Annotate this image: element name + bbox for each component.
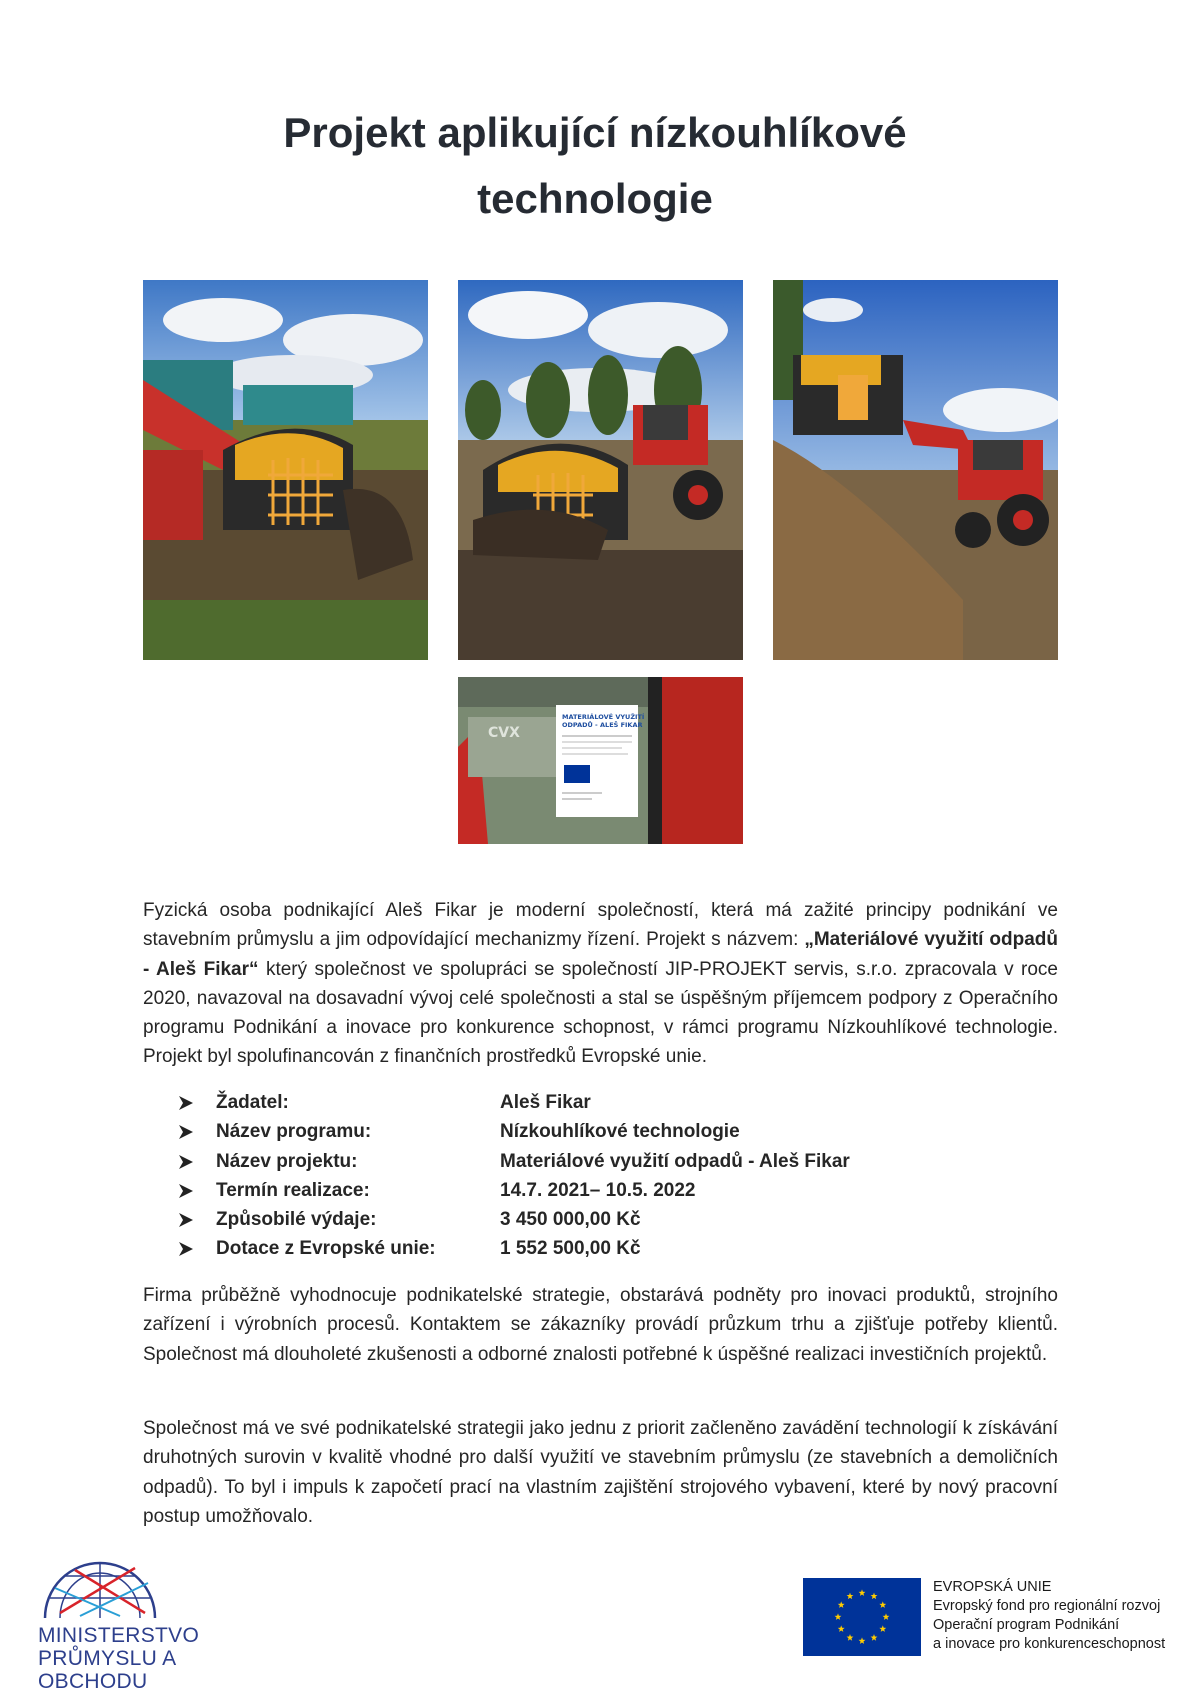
info-row <box>178 1176 1038 1205</box>
arrow-bullet-icon <box>178 1241 194 1257</box>
mpo-line-1: MINISTERSTVO <box>38 1624 200 1647</box>
arrow-bullet-icon <box>178 1095 194 1111</box>
title-line-2: technologie <box>477 175 713 222</box>
intro-paragraph <box>143 896 1058 1072</box>
eu-flag-icon <box>803 1578 921 1656</box>
eu-line-2: Evropský fond pro regionální rozvoj <box>933 1598 1161 1614</box>
tractor-photo-1 <box>143 280 428 660</box>
poster-line-2: ODPADŮ - ALEŠ FIKAR <box>562 721 643 729</box>
info-value: Materiálové využití odpadů - Aleš Fikar <box>500 1150 850 1172</box>
eu-logo <box>803 1578 1166 1658</box>
info-value: Aleš Fikar <box>500 1092 591 1113</box>
svg-text:CVX: CVX <box>488 725 520 741</box>
info-row <box>178 1147 1038 1176</box>
info-row <box>178 1088 1038 1117</box>
tractor-photo-2 <box>458 280 743 660</box>
eu-line-4: a inovace pro konkurenceschopnost <box>933 1636 1166 1652</box>
arrow-bullet-icon <box>178 1183 194 1199</box>
page-title <box>143 100 1047 232</box>
arrow-bullet-icon <box>178 1154 194 1170</box>
mpo-line-2: PRŮMYSLU A OBCHODU <box>38 1647 176 1693</box>
title-line-1: Projekt aplikující nízkouhlíkové <box>283 109 907 156</box>
info-label: Termín realizace: <box>216 1179 370 1201</box>
info-value: 1 552 500,00 Kč <box>500 1238 641 1260</box>
poster-photo <box>458 677 743 844</box>
poster-line-1: MATERIÁLOVÉ VYUŽITÍ <box>562 713 645 721</box>
info-value: 14.7. 2021– 10.5. 2022 <box>500 1179 696 1201</box>
info-label: Název programu: <box>216 1121 372 1143</box>
info-value: 3 450 000,00 Kč <box>500 1209 641 1231</box>
tractor-photo-3 <box>773 280 1058 660</box>
info-row <box>178 1117 1038 1146</box>
intro-text-start: Fyzická osoba podnikající Aleš Fikar je moderní společností, která má zažité principy podnikání ve stavebním průmyslu a jim odpovídající mechanizmy řízení. Projekt s názvem: <box>143 900 1058 951</box>
mpo-logo <box>38 1558 288 1693</box>
info-label: Způsobilé výdaje: <box>216 1209 377 1231</box>
eu-line-3: Operační program Podnikání <box>933 1617 1120 1633</box>
globe-icon <box>40 1558 160 1620</box>
info-row <box>178 1205 1038 1234</box>
info-value: Nízkouhlíkové technologie <box>500 1121 740 1143</box>
project-name-bold: „Materiálové využití odpadů - Aleš Fikar“ <box>143 929 1058 980</box>
strategy-paragraph: Společnost má ve své podnikatelské strategii jako jednu z priorit začleněno zavádění technologií k získávání druhotných surovin v kvalitě vhodné pro další využití ve stavebním průmyslu (ze stavebních a demoličních odpadů). To byl i impuls k započetí prací na vlastním zajištění strojového vybavení, které by nový pracovní postup umožňovalo. <box>143 1418 1058 1527</box>
arrow-bullet-icon <box>178 1124 194 1140</box>
eu-line-1: EVROPSKÁ UNIE <box>933 1579 1052 1595</box>
info-label: Název projektu: <box>216 1150 358 1172</box>
info-label: Žadatel: <box>216 1092 289 1113</box>
info-label: Dotace z Evropské unie: <box>216 1238 436 1260</box>
arrow-bullet-icon <box>178 1212 194 1228</box>
project-info-list <box>178 1088 1038 1264</box>
company-paragraph: Firma průběžně vyhodnocuje podnikatelské strategie, obstarává podněty pro inovaci produktů, strojního zařízení i výrobních procesů. Kontaktem se zákazníky provádí průzkum trhu a zjišťuje potřeby klientů. Společnost má dlouholeté zkušenosti a odborné znalosti potřebné k úspěšné realizaci investičních projektů. <box>143 1285 1058 1365</box>
info-row <box>178 1234 1038 1263</box>
intro-text-end: který společnost ve spolupráci se společností JIP-PROJEKT servis, s.r.o. zpracovala v roce 2020, navazoval na dosavadní vývoj celé společnosti a stal se úspěšným příjemcem podpory z Operačního programu Podnikání a inovace pro konkurence schopnost, v rámci programu Nízkouhlíkové technologie. Projekt byl spolufinancován z finančních prostředků Evropské unie. <box>143 958 1058 1068</box>
